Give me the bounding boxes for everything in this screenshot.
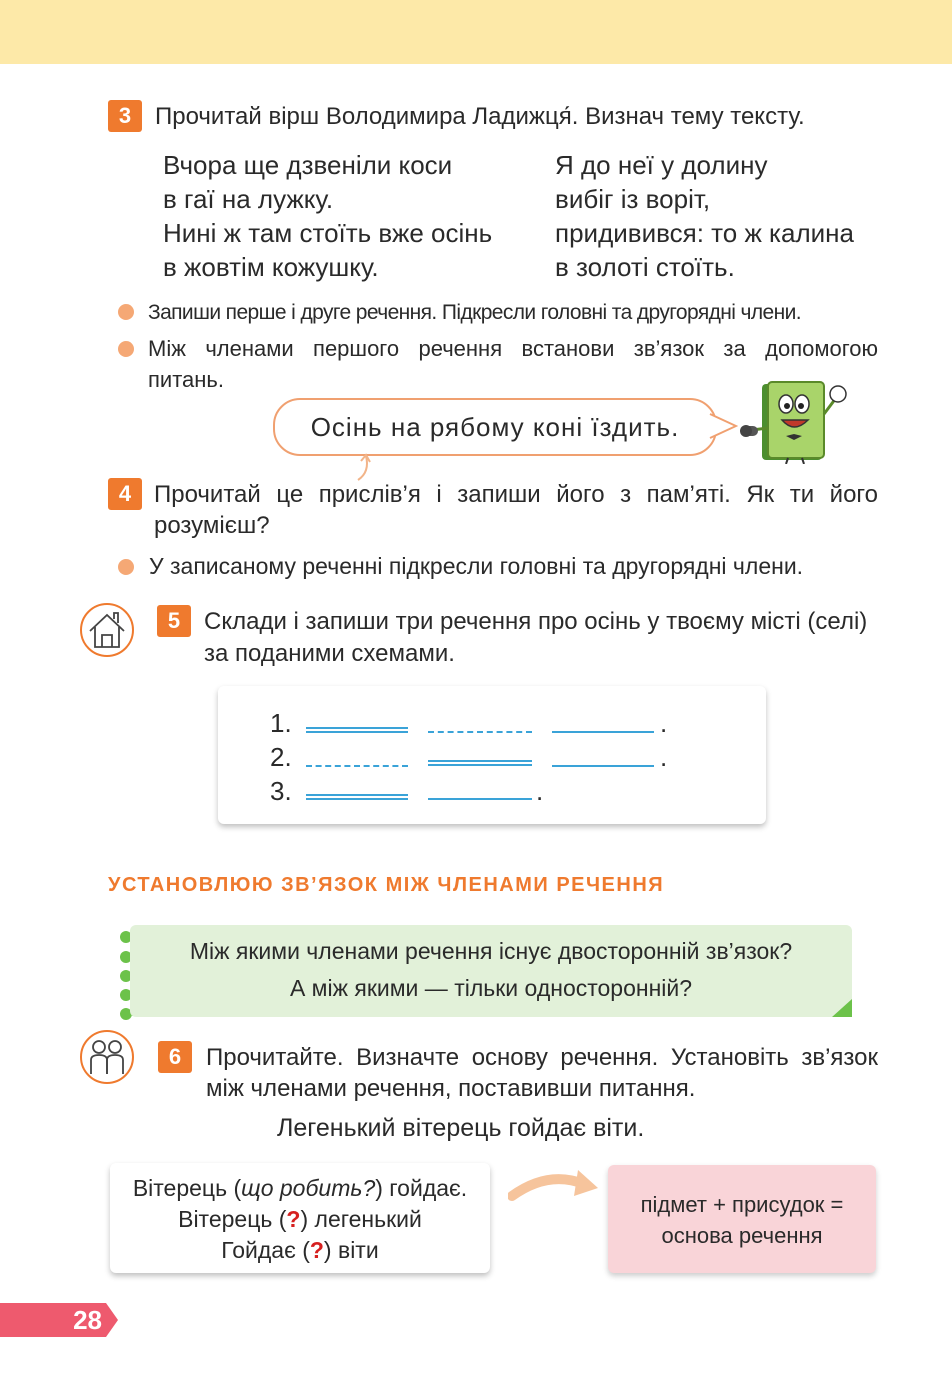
- exercise-3-number: 3: [108, 100, 142, 132]
- bullet-icon: [118, 304, 134, 320]
- exercise-6-number: 6: [158, 1041, 192, 1073]
- subject-line: [428, 760, 532, 766]
- analysis-line: [110, 1173, 490, 1204]
- analysis-question: що робить?: [241, 1175, 376, 1201]
- minor-member-line: [306, 765, 408, 767]
- question-line-2: А між якими — тільки односторонній?: [289, 975, 693, 1001]
- scheme-end: .: [536, 776, 544, 806]
- question-mark: ?: [309, 1237, 324, 1263]
- speech-bubble: [273, 398, 717, 456]
- minor-member-line: [428, 731, 532, 733]
- subject-line: [306, 727, 408, 733]
- question-line-1: Між якими членами речення існує двосторонній зв’язок?: [189, 938, 793, 964]
- exercise-3-instruction: Прочитай вірш Володимира Ладижця́. Визнач тему тексту.: [155, 103, 805, 130]
- exercise-5-number: 5: [157, 605, 191, 637]
- rule-line-2: основа речення: [661, 1223, 823, 1248]
- analysis-text: Вітерець (: [132, 1175, 242, 1201]
- predicate-line: [552, 731, 654, 733]
- exercise-3-task-2-line-1: Між членами першого речення встанови зв’язок за допомогою: [148, 336, 878, 361]
- section-title: УСТАНОВЛЮЮ ЗВ’ЯЗОК МІЖ ЧЛЕНАМИ РЕЧЕННЯ: [108, 874, 665, 896]
- predicate-line: [428, 798, 532, 800]
- bullet-icon: [118, 559, 134, 575]
- bullet-icon: [118, 341, 134, 357]
- page-number: 28: [73, 1305, 102, 1335]
- exercise-3-task-2-line-2: питань.: [148, 367, 224, 392]
- rule-box: [608, 1165, 876, 1273]
- analysis-line: [110, 1235, 490, 1266]
- exercise-5-line-2: за поданими схемами.: [204, 640, 455, 667]
- top-color-band: [0, 0, 952, 64]
- poem-line: Нині ж там стоїть вже осінь: [163, 218, 493, 248]
- poem-line: в жовтім кожушку.: [163, 252, 379, 282]
- poem-line: в золоті стоїть.: [555, 252, 735, 282]
- exercise-6-line-2: між членами речення, поставивши питання.: [206, 1075, 696, 1102]
- exercise-4-line-2: розумієш?: [154, 512, 270, 539]
- scheme-number: 3.: [270, 776, 292, 806]
- analysis-text: ) гойдає.: [375, 1175, 468, 1201]
- exercise-4-line-1: Прочитай це прислів’я і запиши його з пам’яті. Як ти його: [154, 481, 878, 508]
- predicate-line: [552, 765, 654, 767]
- poem-line: Вчора ще дзвеніли коси: [163, 150, 453, 180]
- rule-line-1: підмет + присудок =: [640, 1192, 844, 1217]
- analysis-line: [110, 1204, 490, 1235]
- analysis-text: ) легенький: [300, 1206, 422, 1232]
- speech-bubble-tail: [708, 410, 738, 442]
- poem-line: Я до неї у долину: [555, 150, 768, 180]
- analysis-text: ) віти: [323, 1237, 379, 1263]
- question-box: [130, 925, 852, 1017]
- question-analysis-box: [110, 1163, 490, 1273]
- scheme-end: .: [660, 742, 668, 772]
- poem-line: в гаї на лужку.: [163, 184, 334, 214]
- home-task-icon: [80, 603, 134, 657]
- page-corner-icon: [832, 999, 852, 1017]
- poem-line: придивився: то ж калина: [555, 218, 854, 248]
- analysis-text: Гойдає (: [221, 1237, 310, 1263]
- scheme-number: 2.: [270, 742, 292, 772]
- poem-right-column: [555, 148, 854, 284]
- exercise-5-line-1: Склади і запиши три речення про осінь у твоєму місті (селі): [204, 608, 868, 635]
- sentence-schemes-box: [218, 686, 766, 824]
- poem-left-column: [163, 148, 492, 284]
- exercise-6-line-1: Прочитайте. Визначте основу речення. Установіть зв’язок: [206, 1044, 878, 1071]
- book-mascot-icon: [738, 378, 850, 464]
- analysis-text: Вітерець (: [178, 1206, 287, 1232]
- arrow-icon: [508, 1166, 600, 1206]
- proverb-text: Осінь на рябому коні їздить.: [310, 412, 680, 442]
- question-mark: ?: [286, 1206, 301, 1232]
- example-sentence: Легенький вітерець гойдає віти.: [277, 1114, 645, 1142]
- exercise-4-task: У записаному реченні підкресли головні та другорядні члени.: [149, 553, 804, 579]
- scheme-number: 1.: [270, 708, 292, 738]
- poem-line: вибіг із воріт,: [555, 184, 711, 214]
- curved-arrow-icon: [352, 452, 376, 482]
- scheme-end: .: [660, 708, 668, 738]
- exercise-3-task-1: Запиши перше і друге речення. Підкресли головні та другорядні члени.: [148, 301, 801, 324]
- exercise-4-number: 4: [108, 478, 142, 510]
- subject-line: [306, 794, 408, 800]
- pair-work-icon: [80, 1030, 134, 1084]
